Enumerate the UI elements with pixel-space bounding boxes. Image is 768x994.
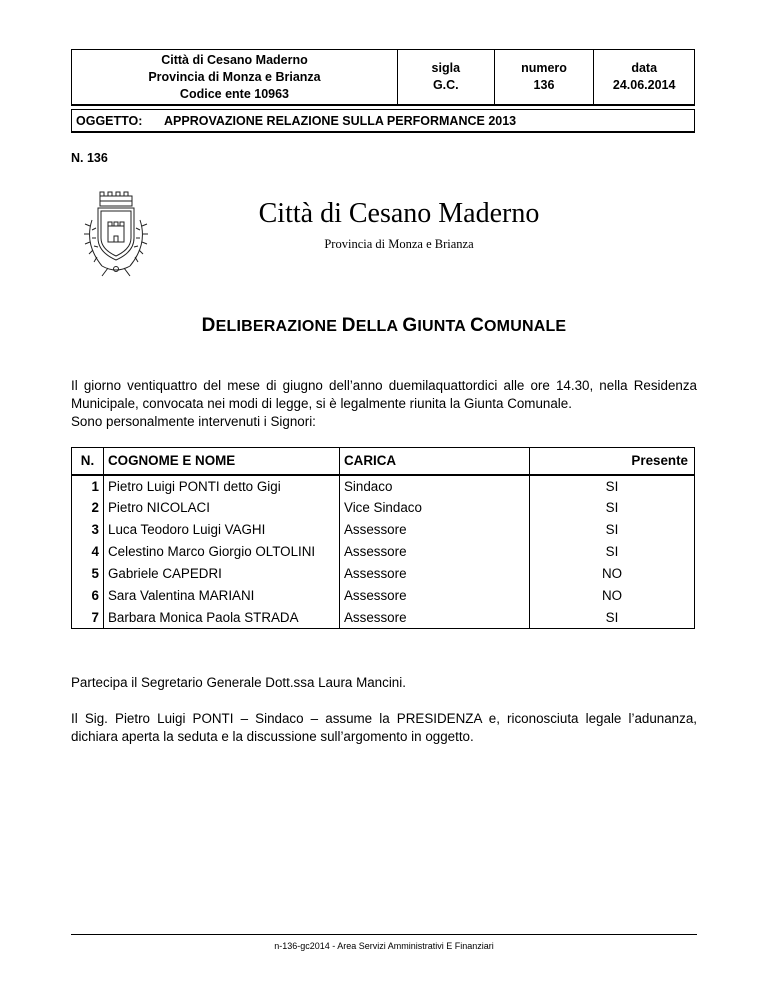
title-word: ELIBERAZIONE xyxy=(215,318,338,335)
row-number: 4 xyxy=(72,541,104,563)
data-label: data xyxy=(631,61,658,75)
numero-cell xyxy=(495,50,595,104)
numero-label: numero xyxy=(521,61,567,75)
presidenza-paragraph: Il Sig. Pietro Luigi PONTI – Sindaco – assume la PRESIDENZA e, riconosciuta legale l’adunanza, dichiara aperta la seduta e la discussione sull’argomento in oggetto. xyxy=(71,711,697,744)
row-nome: Luca Teodoro Luigi VAGHI xyxy=(104,519,340,541)
row-number: 1 xyxy=(72,475,104,497)
row-carica: Assessore xyxy=(340,541,530,563)
row-presente: SI xyxy=(530,541,695,563)
numero-value: 136 xyxy=(533,78,555,92)
title-word: IUNTA xyxy=(417,318,466,335)
ente-cell xyxy=(72,50,398,104)
row-nome: Barbara Monica Paola STRADA xyxy=(104,607,340,629)
row-carica: Assessore xyxy=(340,519,530,541)
row-presente: NO xyxy=(530,585,695,607)
oggetto-label: OGGETTO: xyxy=(76,114,143,128)
table-header-row xyxy=(72,448,695,475)
row-nome: Gabriele CAPEDRI xyxy=(104,563,340,585)
city-name: Città di Cesano Maderno xyxy=(258,198,540,229)
row-presente: SI xyxy=(530,519,695,541)
col-header-carica: CARICA xyxy=(340,448,530,475)
table-row xyxy=(72,585,695,607)
row-nome: Sara Valentina MARIANI xyxy=(104,585,340,607)
footer-divider xyxy=(71,934,697,935)
col-header-presente: Presente xyxy=(530,448,695,475)
segretario-paragraph: Partecipa il Segretario Generale Dott.ssa Laura Mancini. xyxy=(71,675,406,690)
row-nome: Pietro NICOLACI xyxy=(104,497,340,519)
table-row xyxy=(72,607,695,629)
ente-name: Città di Cesano Maderno xyxy=(161,52,308,67)
row-presente: NO xyxy=(530,563,695,585)
delibera-number: N. 136 xyxy=(71,151,108,165)
sigla-label: sigla xyxy=(431,61,461,75)
row-nome: Pietro Luigi PONTI detto Gigi xyxy=(104,475,340,497)
col-header-nome: COGNOME E NOME xyxy=(104,448,340,475)
data-value: 24.06.2014 xyxy=(612,78,676,92)
attendance-table xyxy=(71,447,695,629)
table-row xyxy=(72,541,695,563)
ente-province: Provincia di Monza e Brianza xyxy=(148,69,321,84)
title-word: ELLA xyxy=(355,318,398,335)
sigla-cell xyxy=(398,50,495,104)
footer-text: n-136-gc2014 - Area Servizi Amministrativi E Finanziari xyxy=(274,941,494,951)
document-title xyxy=(0,315,768,337)
intro-paragraph xyxy=(71,377,697,431)
row-number: 3 xyxy=(72,519,104,541)
document-header xyxy=(71,49,695,106)
title-initial: D xyxy=(201,315,216,336)
title-initial: D xyxy=(341,315,356,336)
oggetto-text: APPROVAZIONE RELAZIONE SULLA PERFORMANCE 2013 xyxy=(164,114,517,128)
row-presente: SI xyxy=(530,475,695,497)
title-initial: C xyxy=(470,315,485,336)
table-row xyxy=(72,497,695,519)
table-row xyxy=(72,475,695,497)
row-number: 5 xyxy=(72,563,104,585)
table-row xyxy=(72,519,695,541)
title-word: OMUNALE xyxy=(484,318,567,335)
intro-text-2: Sono personalmente intervenuti i Signori: xyxy=(71,414,316,429)
row-presente: SI xyxy=(530,497,695,519)
row-number: 2 xyxy=(72,497,104,519)
col-header-n: N. xyxy=(72,448,104,475)
table-row xyxy=(72,563,695,585)
row-carica: Sindaco xyxy=(340,475,530,497)
row-carica: Assessore xyxy=(340,563,530,585)
province-name: Provincia di Monza e Brianza xyxy=(324,237,474,251)
row-number: 7 xyxy=(72,607,104,629)
ente-code: Codice ente 10963 xyxy=(179,86,290,101)
oggetto-box xyxy=(71,109,695,133)
row-presente: SI xyxy=(530,607,695,629)
row-nome: Celestino Marco Giorgio OLTOLINI xyxy=(104,541,340,563)
sigla-value: G.C. xyxy=(432,78,459,92)
intro-text: Il giorno ventiquattro del mese di giugno dell’anno duemilaquattordici alle ore 14.30, nella Residenza Municipale, convocata nei modi di legge, si è legalmente riunita la Giunta Comunale. xyxy=(71,378,697,411)
row-number: 6 xyxy=(72,585,104,607)
row-carica: Vice Sindaco xyxy=(340,497,530,519)
row-carica: Assessore xyxy=(340,585,530,607)
row-carica: Assessore xyxy=(340,607,530,629)
data-cell xyxy=(594,50,694,104)
title-initial: G xyxy=(402,315,418,336)
